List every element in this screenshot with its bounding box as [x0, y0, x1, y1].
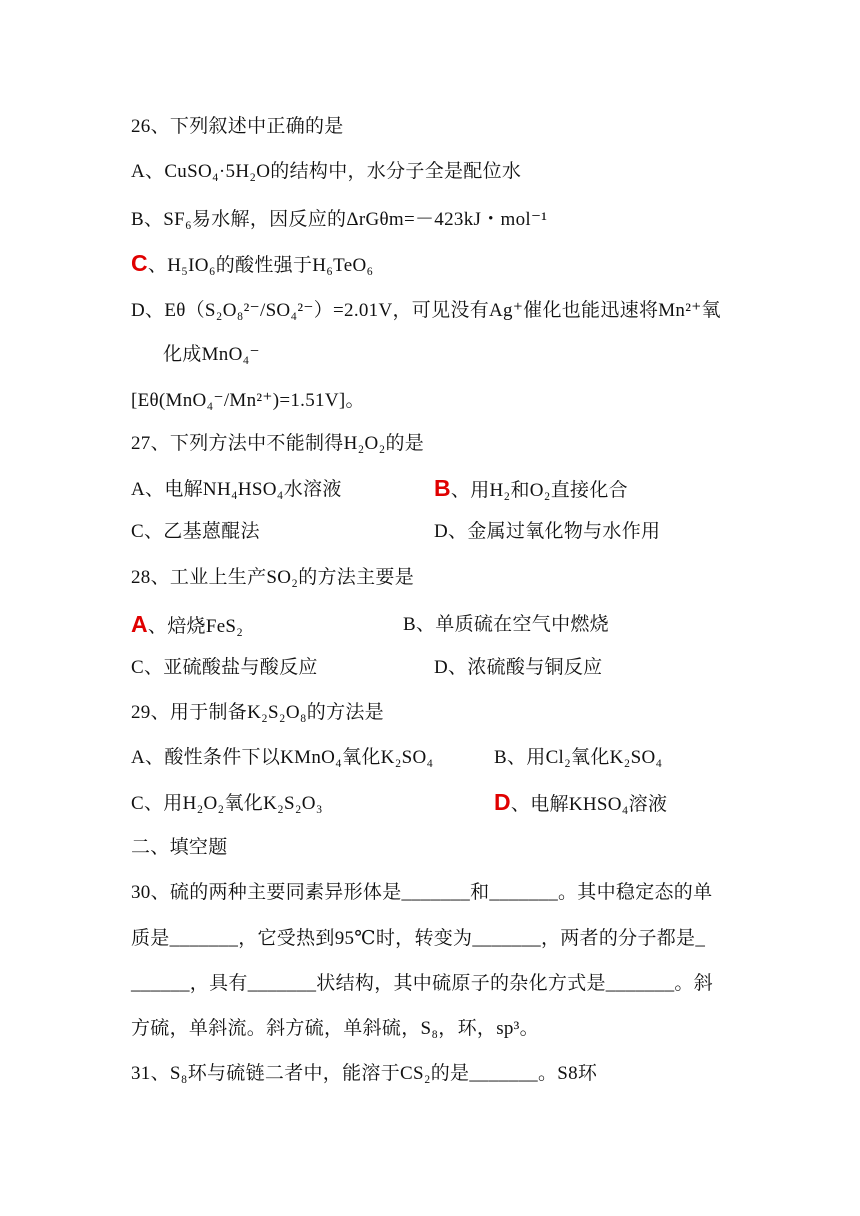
q26-option-c	[131, 251, 373, 278]
q29-option-d	[494, 790, 667, 817]
q28-option-b: B、单质硫在空气中燃烧	[403, 614, 609, 635]
q29-option-b: B、用Cl₂氧化K₂SO₄	[494, 747, 663, 768]
q26-answer-mark: C	[131, 250, 148, 276]
q30-line4: 方硫，单斜流。斜方硫，单斜硫，S₈，环，sp³。	[131, 1018, 539, 1039]
q29-option-d-text: 、电解KHSO₄溶液	[510, 794, 668, 815]
q27-option-b-text: 、用H₂和O₂直接化合	[450, 480, 628, 501]
q27-option-b	[434, 476, 628, 503]
q28-answer-mark: A	[131, 611, 148, 637]
q26-stem: 26、下列叙述中正确的是	[131, 116, 344, 137]
q31-line1: 31、S₈环与硫链二者中，能溶于CS₂的是_______。S8环	[131, 1063, 598, 1084]
q26-option-c-text: 、H₅IO₆的酸性强于H₆TeO₆	[147, 255, 374, 276]
q26-option-d-line2: 化成MnO₄⁻	[163, 344, 260, 365]
q28-option-c: C、亚硫酸盐与酸反应	[131, 657, 318, 678]
q26-option-d-line1: D、Eθ（S₂O₈²⁻/SO₄²⁻）=2.01V，可见没有Ag⁺催化也能迅速将Mn²⁺氧	[131, 300, 721, 321]
q27-stem: 27、下列方法中不能制得H₂O₂的是	[131, 433, 425, 454]
q28-option-a-text: 、焙烧FeS₂	[147, 616, 244, 637]
q27-answer-mark: B	[434, 475, 451, 501]
q27-option-a: A、电解NH₄HSO₄水溶液	[131, 479, 342, 500]
q27-option-d: D、金属过氧化物与水作用	[434, 521, 661, 542]
q26-option-b-formula: ΔrGθm=－423kJ・mol⁻¹	[346, 209, 548, 230]
section-heading: 二、填空题	[131, 837, 228, 858]
q30-line1: 30、硫的两种主要同素异形体是_______和_______。其中稳定态的单	[131, 882, 713, 903]
q26-option-b	[131, 208, 547, 232]
q29-option-a: A、酸性条件下以KMnO₄氧化K₂SO₄	[131, 747, 434, 768]
q28-option-d: D、浓硫酸与铜反应	[434, 657, 603, 678]
q26-option-d-line3: [Eθ(MnO₄⁻/Mn²⁺)=1.51V]。	[131, 390, 365, 411]
q26-option-b-text: B、SF₆易水解，因反应的	[131, 209, 347, 230]
q26-option-a: A、CuSO₄·5H₂O的结构中，水分子全是配位水	[131, 161, 522, 182]
q30-line2: 质是_______，它受热到95℃时，转变为_______，两者的分子都是_	[131, 928, 706, 949]
q29-option-c: C、用H₂O₂氧化K₂S₂O₃	[131, 793, 323, 814]
q29-answer-mark: D	[494, 789, 511, 815]
q28-option-a	[131, 612, 243, 639]
q28-stem: 28、工业上生产SO₂的方法主要是	[131, 567, 415, 588]
q30-line3: ______，具有_______状结构，其中硫原子的杂化方式是_______。斜	[131, 973, 714, 994]
q29-stem: 29、用于制备K₂S₂O₈的方法是	[131, 702, 384, 723]
q27-option-c: C、乙基蒽醌法	[131, 521, 260, 542]
